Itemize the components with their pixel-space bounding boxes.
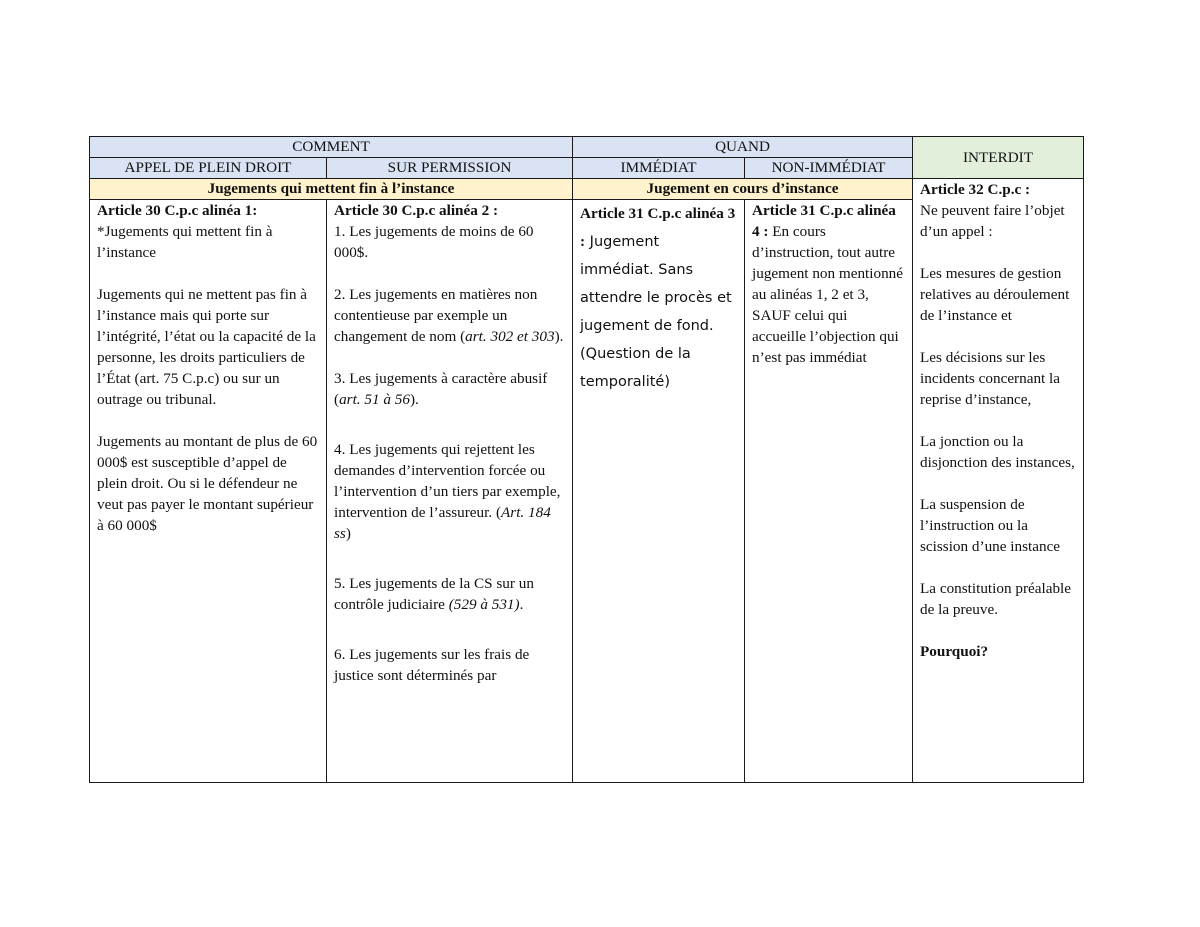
permission-item-1: 1. Les jugements de moins de 60 000$.: [334, 223, 534, 261]
header-appel-plein-droit: APPEL DE PLEIN DROIT: [90, 158, 327, 179]
header-sur-permission: SUR PERMISSION: [327, 158, 573, 179]
article-32-heading: Article 32 C.p.c :: [920, 181, 1031, 198]
permission-item-3: 3. Les jugements à caractère abusif (art. 51 à 56).: [334, 370, 548, 408]
interdit-item-preuve: La constitution préalable de la preuve.: [920, 580, 1071, 618]
interdit-item-gestion: Les mesures de gestion relatives au déroulement de l’instance et: [920, 265, 1070, 324]
band-row: [90, 179, 1084, 200]
article-30-al1-heading: Article 30 C.p.c alinéa 1:: [97, 202, 258, 219]
article-31-al3-heading: Article 31 C.p.c alinéa 3 :: [580, 205, 736, 250]
permission-item-6: 6. Les jugements sur les frais de justice sont déterminés par: [334, 646, 530, 684]
cell-non-immediat: [745, 200, 913, 783]
non-immediat-text: Article 31 C.p.c alinéa 4 : En cours d’instruction, tout autre jugement non mentionné au alinéas 1, 2 et 3, SAUF celui qui accueille l’objection qui n’est pas immédiat: [752, 202, 904, 366]
cell-plein-droit: [90, 200, 327, 783]
header-immediat: IMMÉDIAT: [573, 158, 745, 179]
interdit-item-incidents: Les décisions sur les incidents concernant la reprise d’instance,: [920, 349, 1061, 408]
appeal-rules-table: [89, 136, 1084, 783]
article-30-al2-heading: Article 30 C.p.c alinéa 2 :: [334, 202, 499, 219]
cell-sur-permission: [327, 200, 573, 783]
plein-droit-item-3: Jugements au montant de plus de 60 000$ est susceptible d’appel de plein droit. Ou si le défendeur ne veut pas payer le montant supérieur à 60 000$: [97, 433, 318, 534]
interdit-pourquoi: Pourquoi?: [920, 643, 989, 660]
band-jugements-fin-instance: Jugements qui mettent fin à l’instance: [90, 179, 573, 200]
cell-immediat: [573, 200, 745, 783]
immediat-text: Article 31 C.p.c alinéa 3 : Jugement immédiat. Sans attendre le procès et jugement de fond. (Question de la temporalité): [580, 205, 736, 390]
permission-item-5: 5. Les jugements de la CS sur un contrôle judiciaire (529 à 531).: [334, 575, 534, 613]
header-interdit: INTERDIT: [913, 137, 1084, 179]
header-row-top: [90, 137, 1084, 158]
permission-item-4: 4. Les jugements qui rejettent les demandes d’intervention forcée ou l’intervention d’un tiers par exemple, intervention de l’assureur. (Art. 184 ss): [334, 441, 561, 542]
band-jugement-en-cours: Jugement en cours d’instance: [573, 179, 913, 200]
header-comment: COMMENT: [90, 137, 573, 158]
interdit-intro: Ne peuvent faire l’objet d’un appel :: [920, 202, 1065, 240]
article-31-al4-heading: Article 31 C.p.c alinéa 4 :: [752, 202, 896, 240]
permission-item-2: 2. Les jugements en matières non contentieuse par exemple un changement de nom (art. 302 et 303).: [334, 286, 564, 345]
header-quand: QUAND: [573, 137, 913, 158]
plein-droit-item-1: *Jugements qui mettent fin à l’instance: [97, 223, 273, 261]
cell-interdit: [913, 179, 1084, 783]
interdit-item-suspension: La suspension de l’instruction ou la scission d’une instance: [920, 496, 1061, 555]
plein-droit-item-2: Jugements qui ne mettent pas fin à l’instance mais qui porte sur l’intégrité, l’état ou la capacité de la personne, les droits particuliers de l’État (art. 75 C.p.c) ou sur un outrage ou tribunal.: [97, 286, 316, 408]
interdit-item-jonction: La jonction ou la disjonction des instances,: [920, 433, 1075, 471]
header-non-immediat: NON-IMMÉDIAT: [745, 158, 913, 179]
